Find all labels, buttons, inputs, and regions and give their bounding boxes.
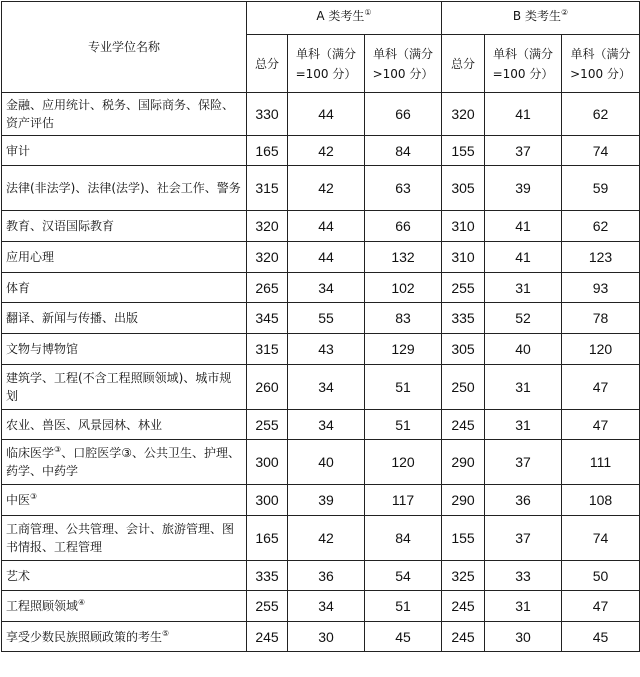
program-name-cell: 金融、应用统计、税务、国际商务、保险、资产评估	[2, 93, 247, 136]
b-total-cell: 245	[442, 622, 485, 652]
a-s100-cell: 44	[288, 242, 365, 273]
b-total-cell: 325	[442, 561, 485, 591]
table-row	[2, 561, 640, 591]
b-sgt100-cell: 62	[562, 211, 640, 242]
table-row	[2, 211, 640, 242]
program-name-cell: 法律(非法学)、法律(法学)、社会工作、警务	[2, 166, 247, 211]
b-s100-cell: 39	[485, 166, 562, 211]
b-total-cell: 155	[442, 516, 485, 561]
b-sgt100-cell: 59	[562, 166, 640, 211]
b-total-cell: 320	[442, 93, 485, 136]
b-total-cell: 245	[442, 591, 485, 622]
b-sgt100-cell: 47	[562, 591, 640, 622]
program-name-cell: 中医③	[2, 485, 247, 516]
table-row	[2, 365, 640, 410]
group-a-header: A 类考生①	[247, 2, 442, 35]
a-sgt100-cell: 51	[365, 410, 442, 440]
a-s100-cell: 42	[288, 136, 365, 166]
b-total-cell: 310	[442, 242, 485, 273]
b-s100-cell: 41	[485, 93, 562, 136]
a-total-cell: 165	[247, 516, 288, 561]
a-sgt100-cell: 54	[365, 561, 442, 591]
b-total-cell: 155	[442, 136, 485, 166]
a-total-cell: 255	[247, 591, 288, 622]
table-row	[2, 622, 640, 652]
footnote-mark: ⑤	[162, 628, 170, 638]
a-sgt100-cell: 45	[365, 622, 442, 652]
footnote-mark: ④	[78, 598, 86, 607]
b-total-cell: 290	[442, 485, 485, 516]
footnote-mark: ③	[54, 445, 62, 454]
b-sgt100-cell: 74	[562, 136, 640, 166]
b-sgt100-cell: 62	[562, 93, 640, 136]
a-sgt100-cell: 132	[365, 242, 442, 273]
a-s100-cell: 30	[288, 622, 365, 652]
table-row	[2, 334, 640, 365]
a-sgt100-cell: 84	[365, 136, 442, 166]
b-s100-cell: 37	[485, 516, 562, 561]
table-row	[2, 440, 640, 485]
b-s100-cell: 31	[485, 410, 562, 440]
table-row	[2, 93, 640, 136]
a-single-100-header: 单科（满分 =100 分）	[288, 35, 365, 93]
b-s100-cell: 41	[485, 211, 562, 242]
table-row	[2, 242, 640, 273]
b-total-cell: 305	[442, 334, 485, 365]
a-s100-cell: 43	[288, 334, 365, 365]
program-name-cell: 应用心理	[2, 242, 247, 273]
b-total-cell: 290	[442, 440, 485, 485]
a-sgt100-cell: 63	[365, 166, 442, 211]
b-total-cell: 245	[442, 410, 485, 440]
b-single-100-header: 单科（满分 =100 分）	[485, 35, 562, 93]
a-s100-cell: 44	[288, 211, 365, 242]
a-sgt100-cell: 84	[365, 516, 442, 561]
a-s100-cell: 34	[288, 410, 365, 440]
b-sgt100-cell: 50	[562, 561, 640, 591]
a-s100-cell: 40	[288, 440, 365, 485]
b-total-header: 总分	[442, 35, 485, 93]
b-s100-cell: 30	[485, 622, 562, 652]
table-row	[2, 166, 640, 211]
b-total-cell: 250	[442, 365, 485, 410]
a-sgt100-cell: 83	[365, 303, 442, 334]
a-sgt100-cell: 102	[365, 273, 442, 303]
table-row	[2, 485, 640, 516]
a-single-gt100-header: 单科（满分 >100 分）	[365, 35, 442, 93]
b-sgt100-cell: 47	[562, 365, 640, 410]
a-s100-cell: 34	[288, 591, 365, 622]
b-total-cell: 310	[442, 211, 485, 242]
a-total-cell: 315	[247, 166, 288, 211]
a-sgt100-cell: 66	[365, 93, 442, 136]
program-name-cell: 审计	[2, 136, 247, 166]
a-sgt100-cell: 66	[365, 211, 442, 242]
table-row	[2, 516, 640, 561]
b-s100-cell: 33	[485, 561, 562, 591]
footnote-mark: ③	[30, 492, 38, 501]
table-row	[2, 303, 640, 334]
program-name-cell: 艺术	[2, 561, 247, 591]
table-row	[2, 410, 640, 440]
b-sgt100-cell: 47	[562, 410, 640, 440]
program-name-cell: 农业、兽医、风景园林、林业	[2, 410, 247, 440]
a-s100-cell: 42	[288, 516, 365, 561]
b-s100-cell: 37	[485, 136, 562, 166]
b-single-gt100-header: 单科（满分 >100 分）	[562, 35, 640, 93]
a-s100-cell: 42	[288, 166, 365, 211]
b-sgt100-cell: 111	[562, 440, 640, 485]
b-sgt100-cell: 108	[562, 485, 640, 516]
a-sgt100-cell: 120	[365, 440, 442, 485]
footnote-mark: ②	[560, 8, 569, 17]
a-sgt100-cell: 129	[365, 334, 442, 365]
b-s100-cell: 37	[485, 440, 562, 485]
a-total-cell: 330	[247, 93, 288, 136]
a-s100-cell: 39	[288, 485, 365, 516]
program-name-cell: 翻译、新闻与传播、出版	[2, 303, 247, 334]
b-total-cell: 305	[442, 166, 485, 211]
program-name-cell: 享受少数民族照顾政策的考生⑤	[2, 622, 247, 652]
b-s100-cell: 31	[485, 273, 562, 303]
a-total-cell: 335	[247, 561, 288, 591]
a-total-cell: 260	[247, 365, 288, 410]
a-total-cell: 320	[247, 211, 288, 242]
table-row	[2, 273, 640, 303]
a-total-cell: 165	[247, 136, 288, 166]
a-s100-cell: 34	[288, 273, 365, 303]
a-s100-cell: 36	[288, 561, 365, 591]
a-total-cell: 245	[247, 622, 288, 652]
b-s100-cell: 52	[485, 303, 562, 334]
a-total-cell: 320	[247, 242, 288, 273]
program-name-cell: 文物与博物馆	[2, 334, 247, 365]
a-s100-cell: 55	[288, 303, 365, 334]
a-total-cell: 255	[247, 410, 288, 440]
a-total-cell: 265	[247, 273, 288, 303]
b-sgt100-cell: 74	[562, 516, 640, 561]
a-total-cell: 300	[247, 440, 288, 485]
program-name-header: 专业学位名称	[2, 2, 247, 93]
b-sgt100-cell: 120	[562, 334, 640, 365]
program-name-cell: 教育、汉语国际教育	[2, 211, 247, 242]
a-total-header: 总分	[247, 35, 288, 93]
program-name-cell: 体育	[2, 273, 247, 303]
a-total-cell: 345	[247, 303, 288, 334]
score-table	[1, 1, 640, 652]
table-row	[2, 136, 640, 166]
a-total-cell: 300	[247, 485, 288, 516]
b-total-cell: 335	[442, 303, 485, 334]
b-s100-cell: 36	[485, 485, 562, 516]
b-total-cell: 255	[442, 273, 485, 303]
b-s100-cell: 31	[485, 591, 562, 622]
a-sgt100-cell: 51	[365, 591, 442, 622]
program-name-cell: 临床医学③、口腔医学③、公共卫生、护理、药学、中药学	[2, 440, 247, 485]
b-sgt100-cell: 123	[562, 242, 640, 273]
program-name-cell: 工程照顾领域④	[2, 591, 247, 622]
b-sgt100-cell: 93	[562, 273, 640, 303]
a-s100-cell: 34	[288, 365, 365, 410]
a-sgt100-cell: 117	[365, 485, 442, 516]
program-name-cell: 工商管理、公共管理、会计、旅游管理、图书情报、工程管理	[2, 516, 247, 561]
a-sgt100-cell: 51	[365, 365, 442, 410]
b-s100-cell: 31	[485, 365, 562, 410]
footnote-mark: ①	[364, 8, 372, 17]
b-s100-cell: 41	[485, 242, 562, 273]
table-row	[2, 591, 640, 622]
b-sgt100-cell: 45	[562, 622, 640, 652]
a-total-cell: 315	[247, 334, 288, 365]
b-s100-cell: 40	[485, 334, 562, 365]
b-sgt100-cell: 78	[562, 303, 640, 334]
group-b-header: B 类考生②	[442, 2, 640, 35]
program-name-cell: 建筑学、工程(不含工程照顾领域)、城市规划	[2, 365, 247, 410]
a-s100-cell: 44	[288, 93, 365, 136]
